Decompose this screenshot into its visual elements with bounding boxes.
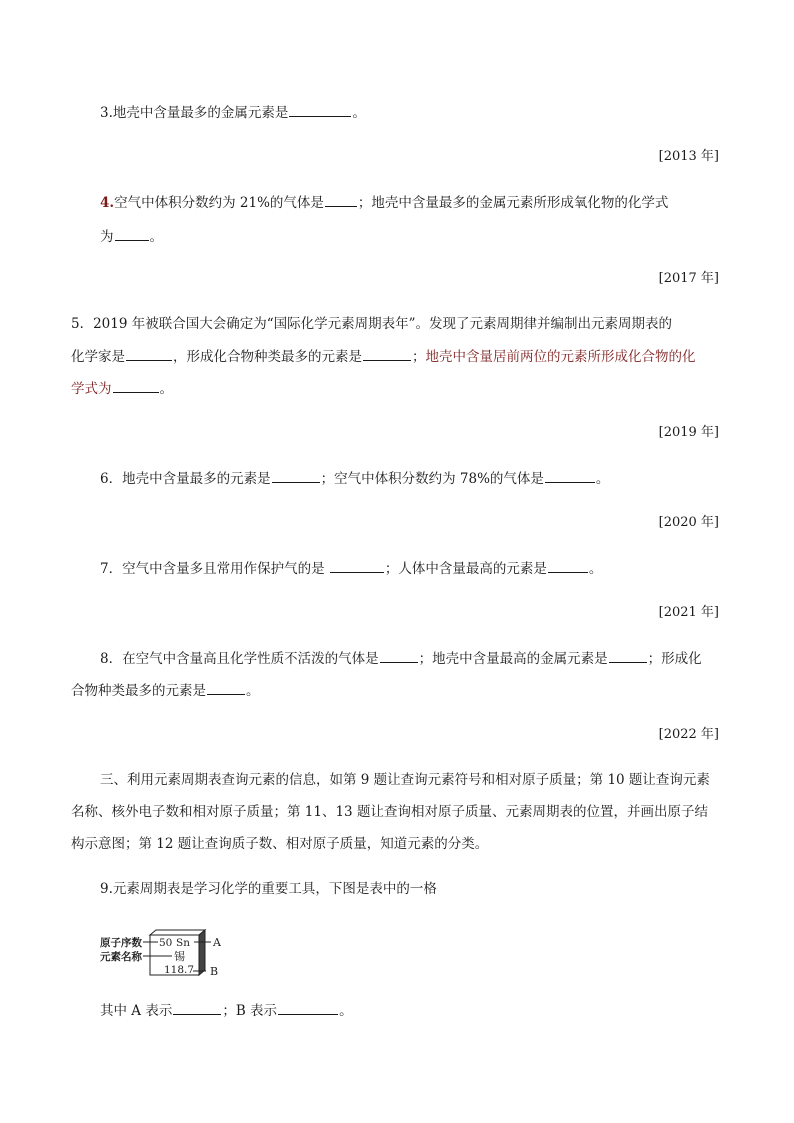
answer-blank[interactable] xyxy=(330,559,384,573)
atomic-mass-value: 118.7 xyxy=(164,964,195,976)
section-3-line3: 构示意图；第 12 题让查询质子数、相对原子质量，知道元素的分类。 xyxy=(71,836,489,852)
pointer-b-label: B xyxy=(210,965,219,978)
highlighted-text: 学式为 xyxy=(71,381,112,397)
answer-blank[interactable] xyxy=(115,227,149,241)
year-label: [2019 年] xyxy=(658,425,719,440)
question-5-line2: 化学家是 ，形成化合物种类最多的元素是 ；地壳中含量居前两位的元素所形成化合物的化 xyxy=(71,349,696,365)
answer-blank[interactable] xyxy=(548,559,588,573)
question-9: 9.元素周期表是学习化学的重要工具，下图是表中的一格 xyxy=(100,881,437,897)
highlighted-text: 地壳中含量居前两位的元素所形成化合物的化 xyxy=(425,349,696,365)
year-label: [2022 年] xyxy=(658,727,719,742)
element-name-value: 锡 xyxy=(174,950,185,963)
answer-blank[interactable] xyxy=(113,379,159,393)
answer-blank[interactable] xyxy=(272,469,320,483)
answer-blank[interactable] xyxy=(609,649,647,663)
pointer-a-label: A xyxy=(213,936,221,949)
label-atomic-number: 原子序数 xyxy=(100,937,142,949)
answer-blank[interactable] xyxy=(380,649,418,663)
question-8-line2: 合物种类最多的元素是 。 xyxy=(71,683,260,699)
year-label: [2020 年] xyxy=(658,515,719,530)
question-8: 8．在空气中含量高且化学性质不活泼的气体是 ；地壳中含量最高的金属元素是 ；形成化 xyxy=(100,651,702,667)
answer-blank[interactable] xyxy=(325,193,357,207)
question-6: 6．地壳中含量最多的元素是 ；空气中体积分数约为 78%的气体是 。 xyxy=(100,471,610,487)
question-4-line2: 为 。 xyxy=(100,229,163,245)
atomic-number-value: 50 xyxy=(159,937,173,949)
answer-blank[interactable] xyxy=(363,347,411,361)
question-5: 5．2019 年被联合国大会确定为“国际化学元素周期表年”。发现了元素周期律并编制出元素周期表的 xyxy=(71,316,673,332)
label-element-name: 元素名称 xyxy=(100,951,142,963)
answer-blank[interactable] xyxy=(545,469,595,483)
question-7: 7．空气中含量多且常用作保护气的是 ；人体中含量最高的元素是 。 xyxy=(100,561,603,577)
answer-blank[interactable] xyxy=(126,347,172,361)
year-label: [2021 年] xyxy=(658,605,719,620)
question-4: 4.空气中体积分数约为 21%的气体是 ；地壳中含量最多的金属元素所形成氧化物的化学式 xyxy=(100,195,669,211)
section-3-heading: 三、利用元素周期表查询元素的信息，如第 9 题让查询元素符号和相对原子质量；第 10 题让查询元素 xyxy=(100,772,710,788)
answer-blank[interactable] xyxy=(278,1001,338,1015)
cell-top-face xyxy=(150,930,205,935)
question-number: 4. xyxy=(100,195,115,211)
question-5-line3: 学式为 。 xyxy=(71,381,173,397)
answer-blank[interactable] xyxy=(289,103,351,117)
question-9-answer: 其中 A 表示 ；B 表示 。 xyxy=(100,1003,353,1019)
year-label: [2013 年] xyxy=(658,149,719,164)
element-symbol: Sn xyxy=(176,937,190,949)
year-label: [2017 年] xyxy=(658,271,719,286)
question-3: 3.地壳中含量最多的金属元素是 。 xyxy=(100,105,366,121)
periodic-table-cell-figure xyxy=(100,929,230,981)
section-3-line2: 名称、核外电子数和相对原子质量；第 11、13 题让查询相对原子质量、元素周期表的位置，并画出原子结 xyxy=(71,804,708,820)
question-3-text: 3.地壳中含量最多的金属元素是 xyxy=(100,105,289,121)
cell-side-face xyxy=(199,930,205,975)
answer-blank[interactable] xyxy=(207,681,245,695)
answer-blank[interactable] xyxy=(173,1001,221,1015)
